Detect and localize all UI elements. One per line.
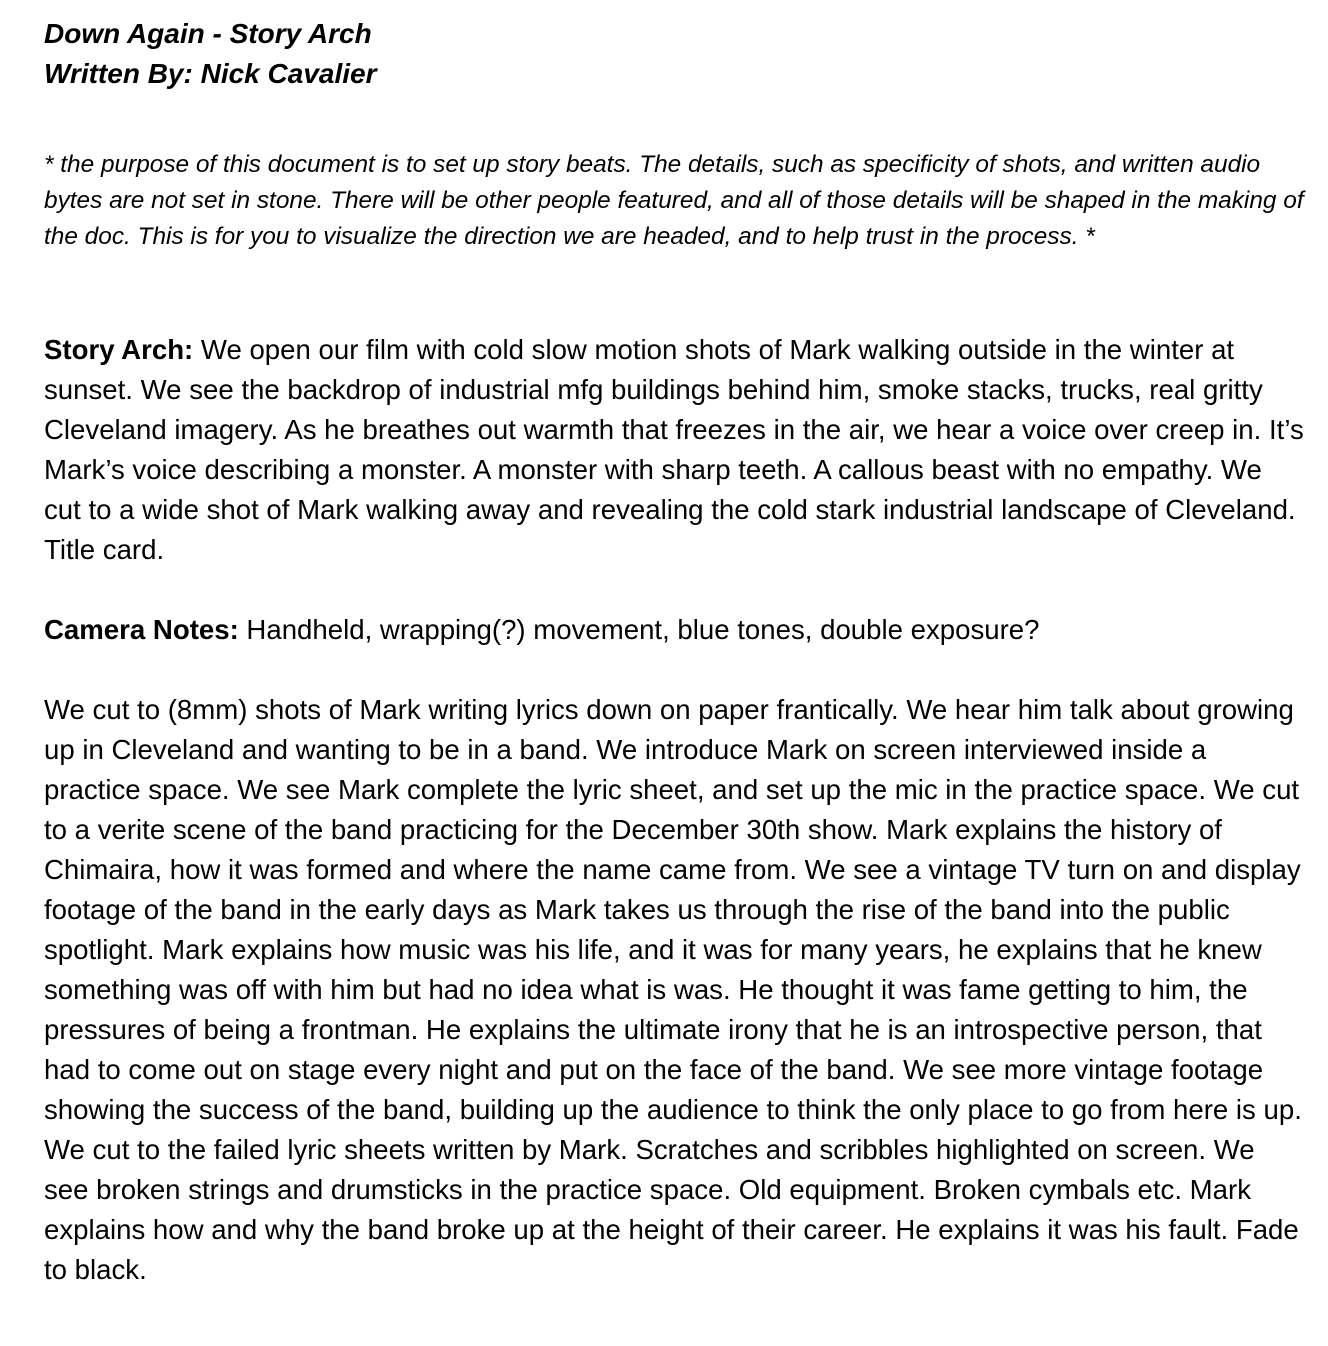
camera-notes-paragraph bbox=[44, 610, 1304, 650]
narrative-paragraph: We cut to (8mm) shots of Mark writing lyrics down on paper frantically. We hear him talk about growing up in Cleveland and wanting to be in a band. We introduce Mark on screen interviewed inside a practice space. We see Mark complete the lyric sheet, and set up the mic in the practice space. We cut to a verite scene of the band practicing for the December 30th show. Mark explains the history of Chimaira, how it was formed and where the name came from. We see a vintage TV turn on and display footage of the band in the early days as Mark takes us through the rise of the band into the public spotlight. Mark explains how music was his life, and it was for many years, he explains that he knew something was off with him but had no idea what is was. He thought it was fame getting to him, the pressures of being a frontman. He explains the ultimate irony that he is an introspective person, that had to come out on stage every night and put on the face of the band. We see more vintage footage showing the success of the band, building up the audience to think the only place to go from here is up. We cut to the failed lyric sheets written by Mark. Scratches and scribbles highlighted on screen. We see broken strings and drumsticks in the practice space. Old equipment. Broken cymbals etc. Mark explains how and why the band broke up at the height of their career. He explains it was his fault. Fade to black. bbox=[44, 694, 1302, 1285]
camera-notes-label: Camera Notes: bbox=[44, 614, 239, 645]
story-arch-text: We open our film with cold slow motion shots of Mark walking outside in the winter at sunset. We see the backdrop of industrial mfg buildings behind him, smoke stacks, trucks, real gritty Cleveland imagery. As he breathes out warmth that freezes in the air, we hear a voice over creep in. It’s Mark’s voice describing a monster. A monster with sharp teeth. A callous beast with no empathy. We cut to a wide shot of Mark walking away and revealing the cold stark industrial landscape of Cleveland. Title card. bbox=[44, 334, 1304, 565]
document-title: Down Again - Story Arch bbox=[44, 18, 372, 49]
story-arch-paragraph bbox=[44, 330, 1304, 570]
document-byline: Written By: Nick Cavalier bbox=[44, 58, 377, 89]
camera-notes-text: Handheld, wrapping(?) movement, blue tones, double exposure? bbox=[238, 614, 1040, 645]
disclaimer-note: * the purpose of this document is to set up story beats. The details, such as specificity of shots, and written audio bytes are not set in stone. There will be other people featured, and all of those details will be shaped in the making of the doc. This is for you to visualize the direction we are headed, and to help trust in the process. * bbox=[44, 151, 1304, 250]
document-header bbox=[44, 14, 377, 94]
story-arch-label: Story Arch: bbox=[44, 334, 194, 365]
